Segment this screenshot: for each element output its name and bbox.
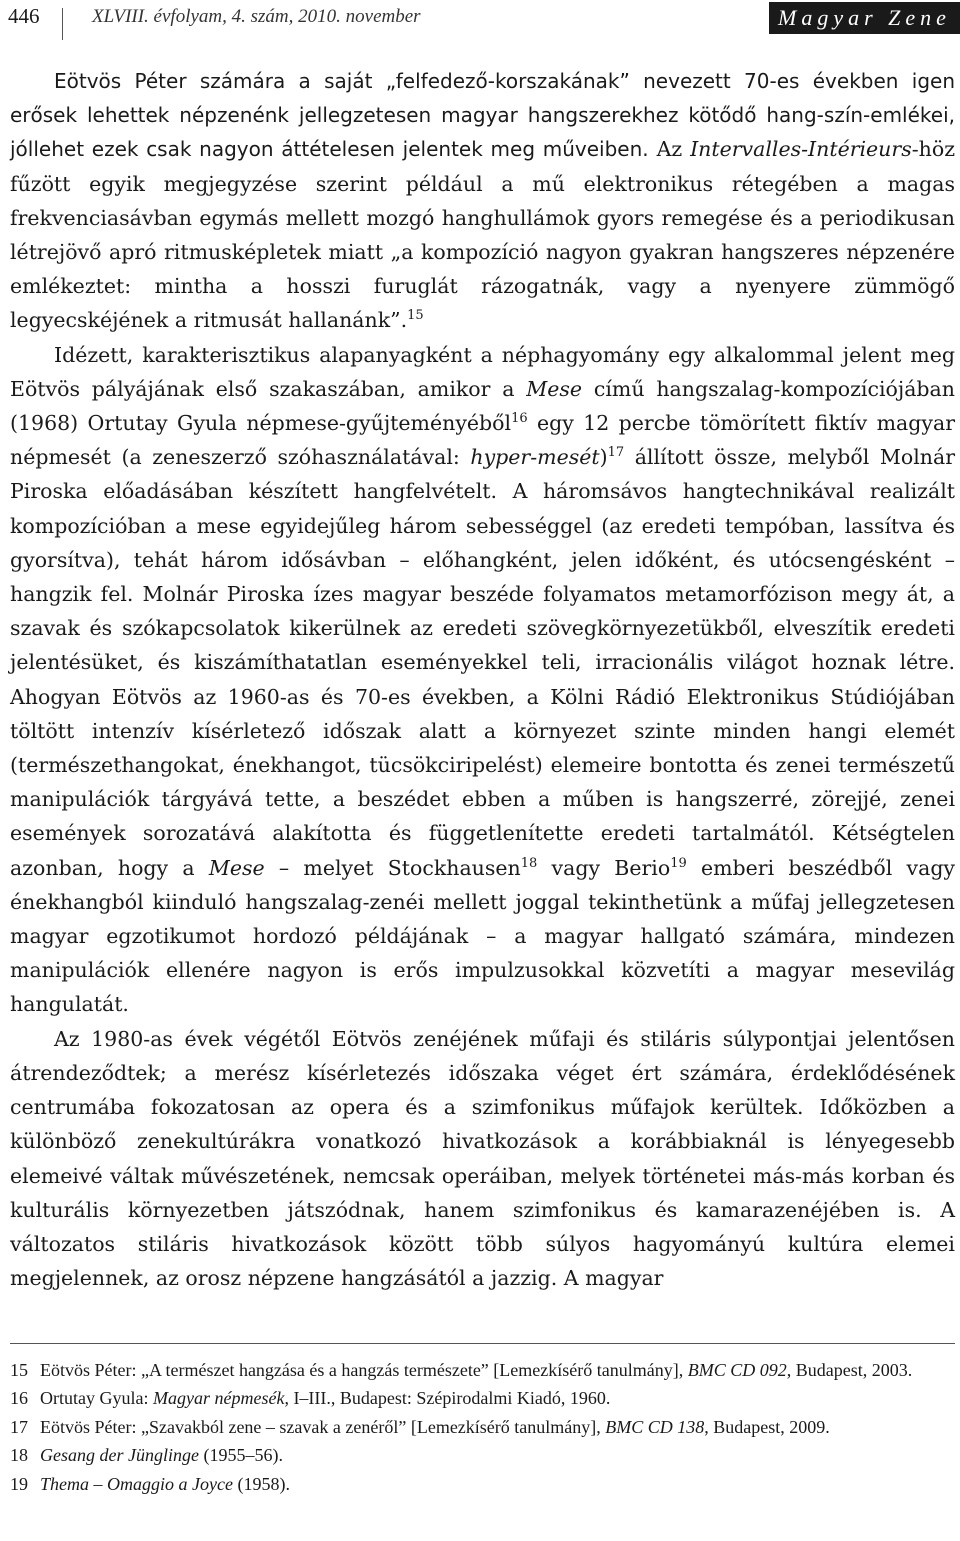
journal-title: Magyar Zene — [769, 2, 960, 34]
footnote-text — [40, 1384, 955, 1412]
text-run: című hangszalag-kompozíciójában (1968) Ortutay Gyula népmese-gyűjteményéből — [10, 376, 955, 436]
text-run: , I–III., Budapest: Szépirodalmi Kiadó, 1960. — [284, 1388, 611, 1409]
paragraph-2 — [10, 338, 955, 1022]
footnote-italic: Magyar népmesék — [152, 1388, 285, 1409]
footnote-16 — [10, 1384, 955, 1412]
running-header — [0, 0, 960, 40]
footnote-ref-18[interactable]: 18 — [520, 855, 538, 871]
work-title-mese-2: Mese — [208, 855, 265, 880]
paragraph-1-lead: Eötvös Péter számára a saját „felfedező-korszakának” nevezett 70-es években igen erősek lehettek népzenénk jellegzetesen magyar hangszerekhez kötődő hang-szín-emlékei, jóllehet ezek csak nagyon áttételesen jelentek meg műveiben. — [10, 69, 955, 162]
footnote-italic: Thema – Omaggio a Joyce — [40, 1473, 233, 1494]
term-hyper-mese: hyper-mesét — [470, 445, 600, 470]
footnote-ref-17[interactable]: 17 — [607, 445, 625, 461]
work-title-intervalles: Intervalles-Intérieurs — [690, 137, 912, 162]
work-title-mese: Mese — [526, 376, 583, 401]
footnote-text — [40, 1413, 955, 1441]
footnote-divider — [10, 1343, 955, 1344]
header-divider — [62, 8, 63, 40]
footnote-text — [40, 1441, 955, 1469]
footnote-ref-16[interactable]: 16 — [511, 411, 528, 427]
footnote-italic: BMC CD 138 — [605, 1416, 705, 1437]
footnote-19 — [10, 1470, 955, 1498]
footnote-italic: Gesang der Jünglinge — [40, 1445, 199, 1466]
text-run: – melyet Stockhausen — [264, 855, 521, 880]
text-run: Idézett, karakterisztikus alapanyagként a néphagyomány egy alkalommal jelent meg Eötvös pályájának első szakaszában, amikor a — [10, 342, 955, 401]
footnote-number: 17 — [10, 1416, 28, 1437]
footnote-18 — [10, 1441, 955, 1469]
text-run: Eötvös Péter: „A természet hangzása és a hangzás természete” [Lemezkísérő tanulmány], — [40, 1360, 688, 1380]
text-run: emberi beszédből vagy énekhangból kiinduló hangszalag-zenéi mellett joggal tekinthetünk a műfaj jellegzetesen magyar egzotikumot hordozó példájának – a magyar hallgató számára, mindezen manipulációk ellenére nagyon is erős impulzusokkal közvetíti a magyar mesevilág hangulatát. — [10, 855, 956, 1017]
footnote-italic: BMC CD 092 — [687, 1360, 787, 1380]
text-run: Az — [656, 137, 691, 162]
footnote-15 — [10, 1356, 955, 1384]
text-run: , Budapest, 2003. — [786, 1360, 913, 1380]
page-number: 446 — [8, 4, 40, 28]
text-run: (1955–56). — [198, 1445, 283, 1466]
text-run: egy 12 percbe tömörített fiktív magyar népmesét (a zeneszerző szóhasználatával: — [10, 411, 956, 470]
footnote-ref-19[interactable]: 19 — [670, 855, 687, 871]
footnote-number: 18 — [10, 1445, 28, 1466]
footnote-number: 15 — [10, 1360, 28, 1380]
text-run: (1958). — [232, 1473, 290, 1494]
article-body — [10, 64, 955, 1295]
text-run: Ortutay Gyula: — [40, 1388, 153, 1409]
paragraph-3: Az 1980-as évek végétől Eötvös zenéjének műfaji és stiláris súlypontjai jelentősen átrendeződtek; a merész kísérletezés időszaka véget ért számára, érdeklődésének centrumába fokozatosan az opera és a szimfonikus műfajok kerültek. Időközben a különböző zenekultúrákra vonatkozó hivatkozások a korábbiaknál is lényegesebb elemeivé váltak művészetének, nemcsak operáiban, melyek történetei más-más korban és kulturális környezetben játszódnak, hanem szimfonikus és kamarazenéjében is. A változatos stiláris hivatkozások között több súlyos hagyományú kultúra elemei megjelennek, az orosz népzene hangzásától a jazzig. A magyar — [10, 1026, 955, 1291]
paragraph-1 — [10, 64, 955, 338]
footnotes — [10, 1356, 955, 1498]
text-run: vagy Berio — [537, 855, 671, 880]
text-run: állított össze, melyből Molnár Piroska előadásában készített hangfelvételt. A háromsávos hangtechnikával realizált kompozícióban a mese egyidejűleg három sebességgel (az eredeti tempóban, lassítva és gyorsítva), tehát három idősávban – előhangként, jelen időként, és utócsengésként – hangzik fel. Molnár Piroska ízes magyar beszéde folyamatos metamorfózison megy át, a szavak és szókapcsolatok kikerülnek az eredeti szövegkörnyezetükből, elveszítik eredeti jelentésüket, és kiszámíthatatlan eseményekkel teli, irracionális világot hoznak létre. Ahogyan Eötvös az 1960-as és 70-es években, a Kölni Rádió Elektronikus Stúdiójában töltött intenzív kísérletező időszak alatt a környezet szinte minden hangi elemét (természethangokat, énekhangot, tücsökciripelést) elemeire bontotta és zenei természetű manipulációk tárgyává tette, a beszédet ebben a műben is hangszerré, zörejjé, zenei események sorozatává alakította és függetlenítette eredeti tartalmától. Kétségtelen azonban, hogy a — [10, 445, 955, 880]
footnote-number: 16 — [10, 1388, 28, 1409]
text-run: -höz fűzött egyik megjegyzése szerint például a mű elektronikus rétegében a magas frekvenciasávban egymás mellett mozgó hanghullámok gyors remegése és a periodikusan létrejövő apró ritmusképletek miatt „a kompozíció nagyon gyakran hangszeres népzenére emlékeztet: mintha a hosszi furuglát rázogatnák, vagy a nyenyere zümmögő legyecskéjének a ritmusát hallanánk”. — [10, 137, 955, 333]
footnote-text — [40, 1356, 955, 1384]
text-run: , Budapest, 2009. — [704, 1416, 830, 1437]
text-run: Eötvös Péter: „Szavakból zene – szavak a zenéről” [Lemezkísérő tanulmány], — [40, 1416, 606, 1437]
footnote-17 — [10, 1413, 955, 1441]
footnote-number: 19 — [10, 1473, 28, 1494]
issue-info: XLVIII. évfolyam, 4. szám, 2010. november — [92, 6, 421, 27]
footnote-text — [40, 1470, 955, 1498]
footnote-ref-15[interactable]: 15 — [407, 308, 424, 324]
text-run: ) — [599, 445, 608, 470]
